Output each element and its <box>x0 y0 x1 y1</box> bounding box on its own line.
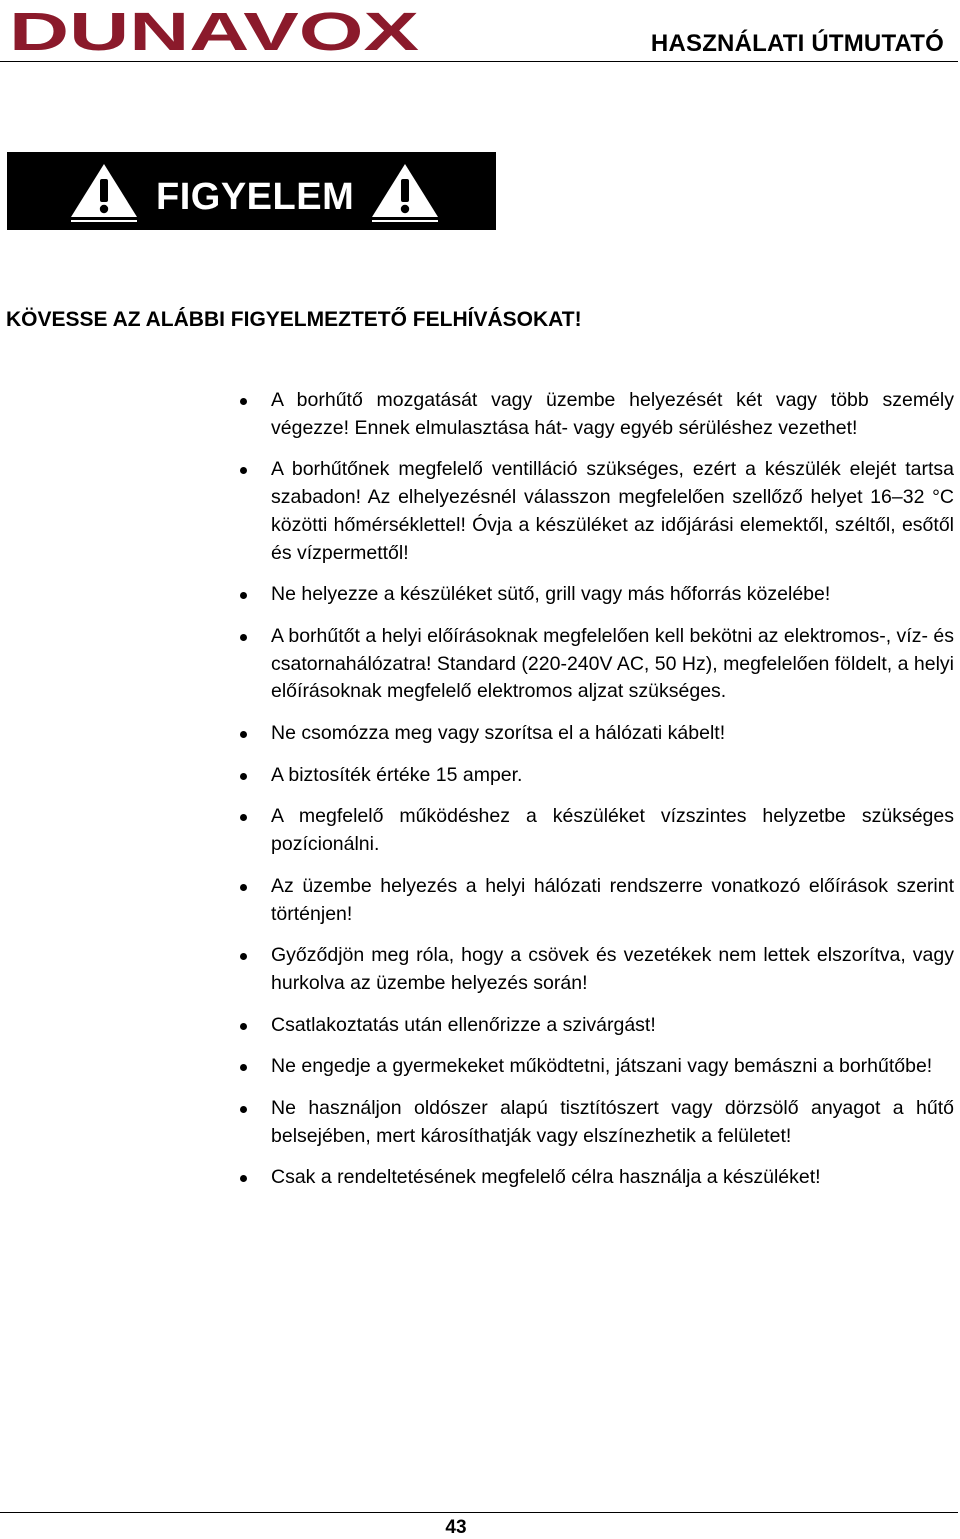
list-item <box>238 1164 954 1192</box>
list-item-text: Ne helyezze a készüléket sütő, grill vagy más hőforrás közelébe! <box>271 583 831 606</box>
bullet-icon <box>240 592 247 599</box>
list-item-text: A borhűtőnek megfelelő ventilláció szükséges, ezért a készülék elejét tartsa szabadon! Az elhelyezésnél válasszon megfelelően szellőző helyet 16–32 °C közötti hőmérséklettel! Óvja a készüléket az időjárási elemektől, széltől, esőtől és vízpermettől! <box>271 458 954 564</box>
dunavox-logo <box>9 8 421 54</box>
list-item-text: A megfelelő működéshez a készüléket vízszintes helyzetbe szükséges pozícionálni. <box>271 805 954 856</box>
list-item <box>238 873 954 928</box>
page-number: 43 <box>445 1517 467 1538</box>
list-item-text: Ne csomózza meg vagy szorítsa el a hálózati kábelt! <box>271 722 726 745</box>
list-item <box>238 762 954 790</box>
list-item-text: A borhűtőt a helyi előírásoknak megfelelően kell bekötni az elektromos-, víz- és csatornahálózatra! Standard (220-240V AC, 50 Hz), megfelelően földelt, a helyi előírásoknak megfelelő elektromos aljzat szükséges. <box>271 624 954 703</box>
bullet-icon <box>240 953 247 960</box>
warning-triangle-icon <box>370 162 440 224</box>
list-item <box>238 456 954 567</box>
list-item-text: A borhűtő mozgatását vagy üzembe helyezését két vagy több személy végezze! Ennek elmulasztása hát- vagy egyéb sérüléshez vezethet! <box>271 389 954 439</box>
header-divider <box>0 61 958 62</box>
list-item-text: Az üzembe helyezés a helyi hálózati rendszerre vonatkozó előírások szerint történjen! <box>271 874 954 925</box>
page-header <box>0 0 960 62</box>
list-item-text: Csak a rendeltetésének megfelelő célra használja a készüléket! <box>271 1166 821 1189</box>
list-item <box>238 623 954 706</box>
bullet-icon <box>240 1064 247 1071</box>
bullet-icon <box>240 467 247 474</box>
warning-banner <box>7 152 496 230</box>
list-item <box>238 1095 954 1150</box>
list-item-text: Győződjön meg róla, hogy a csövek és vezetékek nem lettek elszorítva, vagy hurkolva az üzembe helyezés során! <box>271 944 954 994</box>
bullet-icon <box>240 398 247 405</box>
list-item <box>238 720 954 748</box>
list-item-text: Csatlakoztatás után ellenőrizze a szivárgást! <box>271 1013 656 1036</box>
bullet-icon <box>240 731 247 738</box>
bullet-icon <box>240 773 247 780</box>
bullet-icon <box>240 1106 247 1113</box>
list-item <box>238 803 954 858</box>
list-item-text: A biztosíték értéke 15 amper. <box>271 763 523 786</box>
list-item <box>238 1053 954 1081</box>
list-item <box>238 942 954 997</box>
bullet-icon <box>240 634 247 641</box>
list-item-text: Ne engedje a gyermekeket működtetni, játszani vagy bemászni a borhűtőbe! <box>271 1055 933 1078</box>
bullet-icon <box>240 1023 247 1030</box>
svg-text:DUNAVOX: DUNAVOX <box>9 8 419 54</box>
list-item-text: Ne használjon oldószer alapú tisztítószert vagy dörzsölő anyagot a hűtő belsejében, mert károsíthatják vagy elszínezhetik a felületet! <box>271 1097 954 1147</box>
bullet-icon <box>240 884 247 891</box>
footer-divider <box>0 1512 958 1513</box>
warning-triangle-icon <box>69 162 139 224</box>
list-item <box>238 1012 954 1040</box>
bullet-icon <box>240 814 247 821</box>
list-item <box>238 581 954 609</box>
section-title: KÖVESSE AZ ALÁBBI FIGYELMEZTETŐ FELHÍVÁSOKAT! <box>6 308 582 331</box>
bullet-icon <box>240 1175 247 1182</box>
warning-list <box>238 387 954 1206</box>
warning-title: FIGYELEM <box>156 176 355 218</box>
list-item <box>238 387 954 442</box>
manual-title: HASZNÁLATI ÚTMUTATÓ <box>650 30 944 57</box>
